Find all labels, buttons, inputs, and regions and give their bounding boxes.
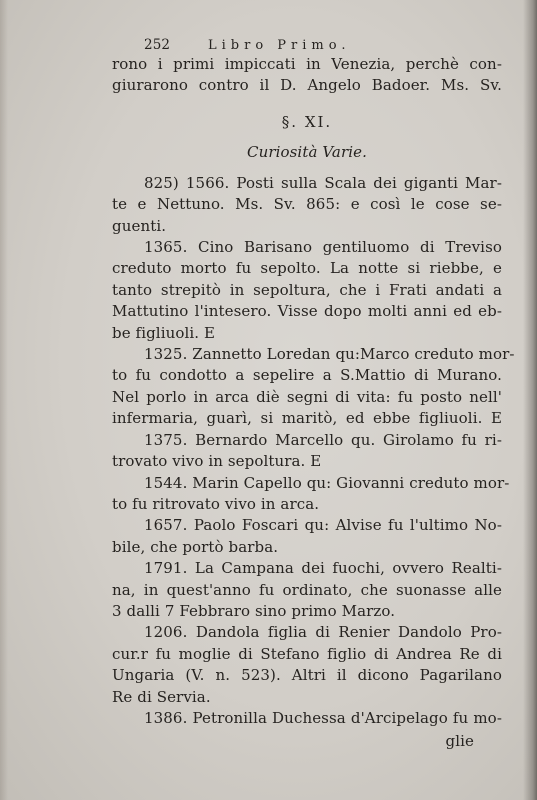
text-line: Nel porlo in arca diè segni di vita: fu posto nell' [112,387,502,406]
text-line: rono i primi impiccati in Venezia, perchè con- [112,55,502,73]
text-line: Ungaria (V. n. 523). Altri il dicono Pagarilano [112,666,502,685]
text-line: infermaria, guarì, si maritò, ed ebbe figliuoli. E [112,409,502,428]
text-line: 1206. Dandola figlia di Renier Dandolo Pro- [144,623,502,642]
spine-shadow [523,0,537,800]
text-line: giurarono contro il D. Angelo Badoer. Ms. Sv. [112,76,502,95]
entry-paragraph [112,708,502,729]
text-line: te e Nettuno. Ms. Sv. 865: e così le cose se- [112,195,502,214]
text-line: 1386. Petronilla Duchessa d'Arcipelago fu mo- [144,708,502,727]
page-edge-shadow [0,0,8,800]
text-line: 1791. La Campana dei fuochi, ovvero Realti- [144,559,502,578]
section-title: §. XI. [281,112,333,131]
text-line: 1657. Paolo Foscari qu: Alvise fu l'ultimo No- [144,516,502,535]
text-block [112,36,515,753]
intro-paragraph [112,54,502,97]
text-line: be figliuoli. E [112,323,216,342]
text-line: to fu ritrovato vivo in arca. [112,494,320,513]
text-line: Re di Servia. [112,687,211,706]
text-line: 3 dalli 7 Febbraro sino primo Marzo. [112,601,396,620]
page-number: 252 [144,37,171,53]
text-line: 1325. Zannetto Loredan qu:Marco creduto mor- [144,345,515,364]
entry-paragraph [112,515,502,558]
catchword: glie [445,732,474,751]
text-line: creduto morto fu sepolto. La notte si riebbe, e [112,259,502,278]
text-line: na, in quest'anno fu ordinato, che suonasse alle [112,580,502,599]
entry-paragraph [112,173,502,237]
text-line: trovato vivo in sepoltura. E [112,452,322,471]
entry-paragraph [112,473,510,516]
entry-paragraph [112,430,502,473]
text-line: to fu condotto a sepelire a S.Mattio di Murano. [112,366,502,385]
entry-paragraph [112,344,515,430]
text-line: 1375. Bernardo Marcello qu. Girolamo fu ri- [144,430,502,449]
running-header [112,36,502,54]
text-line: 1365. Cino Barisano gentiluomo di Treviso [144,238,502,257]
text-line: cur.r fu moglie di Stefano figlio di Andrea Re di [112,644,502,663]
text-line: tanto strepitò in sepoltura, che i Frati andati a [112,280,502,299]
running-title: Libro Primo. [208,38,351,53]
text-line: Mattutino l'intesero. Visse dopo molti anni ed eb- [112,302,502,321]
text-line: guenti. [112,216,167,235]
text-line: 825) 1566. Posti sulla Scala dei giganti Mar- [144,173,502,192]
section-subtitle: Curiosità Varie. [247,142,367,161]
entry-paragraph [112,237,502,344]
entry-paragraph [112,622,502,708]
text-line: bile, che portò barba. [112,537,279,556]
text-line: 1544. Marin Capello qu: Giovanni creduto mor- [144,473,510,492]
entry-paragraph [112,558,502,622]
